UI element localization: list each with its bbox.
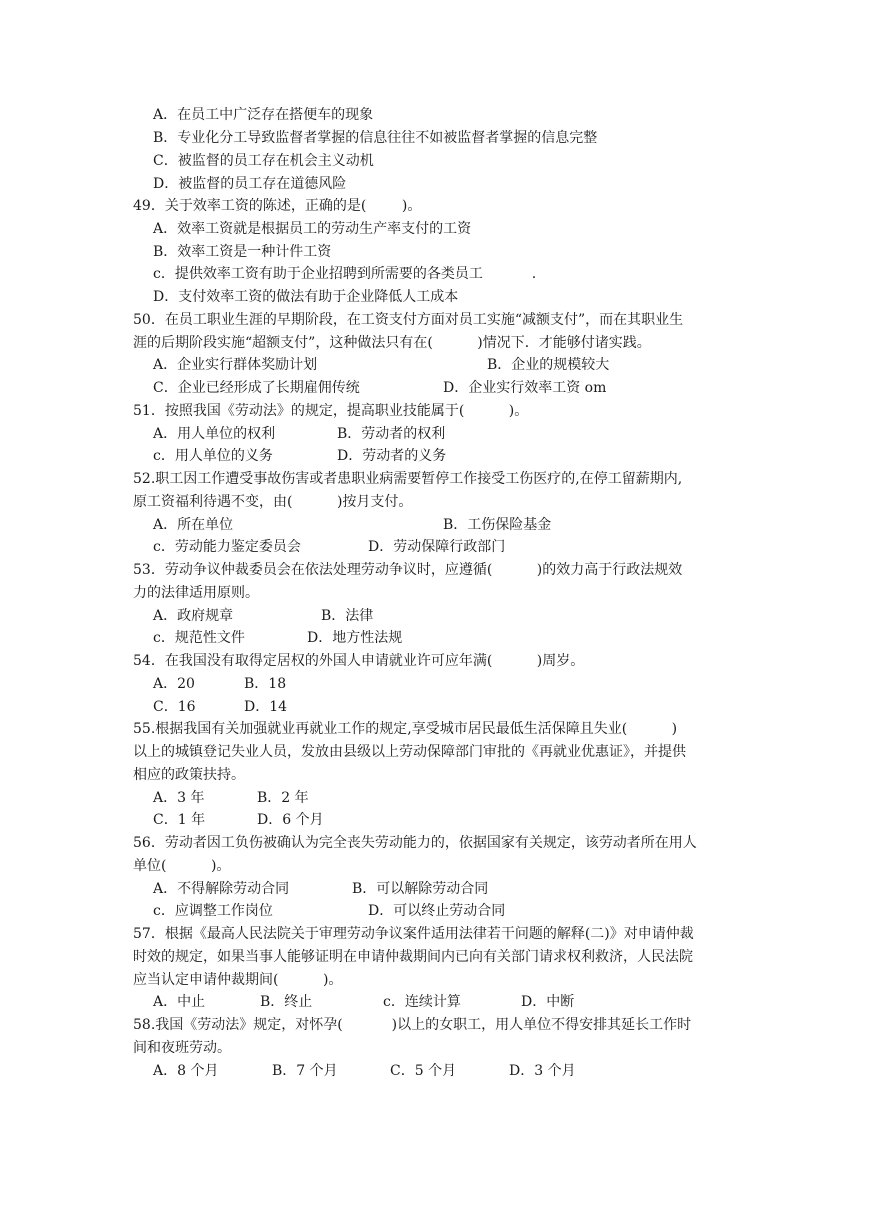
q55-options-row1	[153, 787, 309, 810]
q55-stem-line3: 相应的政策扶持。	[133, 767, 245, 783]
q53-option-c: c．规范性文件	[153, 630, 245, 646]
q53-option-a: A．政府规章	[153, 608, 234, 624]
q55-stem-line2: 以上的城镇登记失业人员，发放由县级以上劳动保障部门审批的《再就业优惠证》，并提供	[133, 744, 686, 760]
q54-option-d: D．14	[244, 699, 288, 715]
q54-option-a: A．20	[153, 676, 195, 692]
q55-stem-line1: 55.根据我国有关加强就业再就业工作的规定,享受城市居民最低生活保障且失业( )	[133, 721, 678, 737]
q58-option-c: C．5 个月	[390, 1063, 457, 1079]
q51-option-a: A．用人单位的权利	[153, 426, 276, 442]
q52-option-c: c．劳动能力鉴定委员会	[153, 539, 301, 555]
q53-stem-line2: 力的法律适用原则。	[133, 585, 259, 601]
q54-stem: 54．在我国没有取得定居权的外国人申请就业许可应年满( )周岁。	[133, 653, 585, 669]
q53-stem-line1: 53．劳动争议仲裁委员会在依法处理劳动争议时，应遵循( )的效力高于行政法规效	[133, 562, 683, 578]
q51-option-c: c．用人单位的义务	[153, 448, 273, 464]
q54-options-row2	[153, 696, 288, 719]
q56-option-c: c．应调整工作岗位	[153, 903, 273, 919]
q50-option-b: B．企业的规模较大	[487, 357, 610, 373]
q58-option-d: D．3 个月	[509, 1063, 576, 1079]
q57-options-row	[153, 991, 575, 1014]
q48-option-d: D．被监督的员工存在道德风险	[153, 176, 347, 192]
q49-option-a: A．效率工资就是根据员工的劳动生产率支付的工资	[153, 221, 472, 237]
q49-option-c: c．提供效率工资有助于企业招聘到所需要的各类员工 .	[153, 266, 537, 282]
q52-option-a: A．所在单位	[153, 517, 234, 533]
q49-option-b: B．效率工资是一种计件工资	[153, 244, 332, 260]
q50-stem-line1: 50．在员工职业生涯的早期阶段，在工资支付方面对员工实施“减额支付”，而在其职业生	[133, 312, 684, 328]
q56-option-d: D．可以终止劳动合同	[368, 903, 506, 919]
q57-option-a: A．中止	[153, 994, 206, 1010]
q56-options-row2	[153, 900, 506, 923]
q52-stem-line1: 52.职工因工作遭受事故伤害或者患职业病需要暂停工作接受工伤医疗的,在停工留薪期内,	[133, 471, 683, 487]
q53-options-row1	[153, 605, 374, 628]
q48-option-a: A．在员工中广泛存在搭便车的现象	[153, 107, 374, 123]
q48-option-b: B．专业化分工导致监督者掌握的信息往往不如被监督者掌握的信息完整	[153, 130, 598, 146]
q58-option-b: B．7 个月	[272, 1063, 338, 1079]
q53-option-d: D．地方性法规	[307, 630, 403, 646]
q49-option-d: D．支付效率工资的做法有助于企业降低人工成本	[153, 289, 459, 305]
q56-option-b: B．可以解除劳动合同	[352, 881, 489, 897]
q51-option-b: B．劳动者的权利	[337, 426, 446, 442]
q52-option-d: D．劳动保障行政部门	[368, 539, 506, 555]
q50-option-a: A．企业实行群体奖励计划	[153, 357, 318, 373]
q55-option-d: D．6 个月	[257, 812, 324, 828]
q54-option-b: B．18	[244, 676, 287, 692]
q58-stem-line1: 58.我国《劳动法》规定，对怀孕( )以上的女职工，用人单位不得安排其延长工作时	[133, 1017, 692, 1033]
q52-option-b: B．工伤保险基金	[443, 517, 552, 533]
q50-options-row1	[153, 354, 610, 377]
q55-option-a: A．3 年	[153, 790, 205, 806]
q58-option-a: A．8 个月	[153, 1063, 219, 1079]
q50-options-row2	[153, 377, 607, 400]
q51-stem: 51．按照我国《劳动法》的规定，提高职业技能属于( )。	[133, 403, 529, 419]
q55-option-b: B．2 年	[257, 790, 309, 806]
q50-stem-line2: 涯的后期阶段实施“超额支付”，这种做法只有在( )情况下．才能够付诸实践。	[133, 335, 651, 351]
q50-option-c: C．企业已经形成了长期雇佣传统	[153, 380, 360, 396]
q56-options-row1	[153, 878, 489, 901]
q57-option-b: B．终止	[260, 994, 313, 1010]
q51-options-row1	[153, 423, 446, 446]
q54-option-c: C．16	[153, 699, 196, 715]
q57-stem-line1: 57．根据《最高人民法院关于审理劳动争议案件适用法律若干问题的解释(二)》对申请仲裁	[133, 926, 694, 942]
q57-stem-line2: 时效的规定，如果当事人能够证明在申请仲裁期间内已向有关部门请求权利救济，人民法院	[133, 949, 693, 965]
q56-stem-line2: 单位( )。	[133, 858, 231, 874]
q55-option-c: C．1 年	[153, 812, 206, 828]
q57-stem-line3: 应当认定申请仲裁期间( )。	[133, 972, 343, 988]
q51-option-d: D．劳动者的义务	[337, 448, 447, 464]
q49-stem: 49．关于效率工资的陈述，正确的是( )。	[133, 198, 422, 214]
q54-options-row1	[153, 673, 287, 696]
q57-option-d: D．中断	[521, 994, 575, 1010]
q57-option-c: c．连续计算	[383, 994, 461, 1010]
q48-option-c: C．被监督的员工存在机会主义动机	[153, 153, 374, 169]
q58-stem-line2: 间和夜班劳动。	[133, 1040, 231, 1056]
q55-options-row2	[153, 809, 324, 832]
q51-options-row2	[153, 445, 447, 468]
q53-option-b: B．法律	[321, 608, 374, 624]
q52-options-row1	[153, 514, 552, 537]
q52-stem-line2: 原工资福利待遇不变，由( )按月支付。	[133, 494, 413, 510]
q53-options-row2	[153, 627, 403, 650]
q58-options-row	[153, 1060, 576, 1083]
q52-options-row2	[153, 536, 506, 559]
q56-stem-line1: 56．劳动者因工负伤被确认为完全丧失劳动能力的，依据国家有关规定，该劳动者所在用人	[133, 835, 697, 851]
q50-option-d: D．企业实行效率工资 om	[443, 380, 607, 396]
q56-option-a: A．不得解除劳动合同	[153, 881, 290, 897]
